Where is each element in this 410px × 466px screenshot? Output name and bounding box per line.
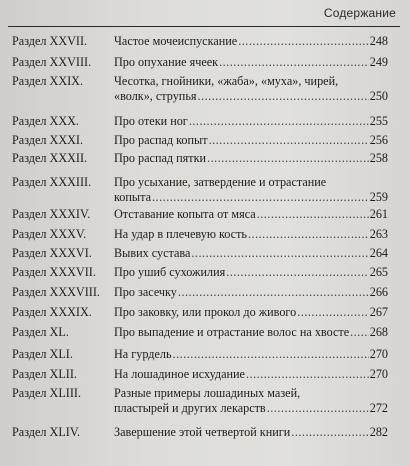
toc-entry-body xyxy=(114,265,388,280)
dot-leader xyxy=(173,347,369,362)
toc-entry-title: Частое мочеиспускание xyxy=(114,34,238,48)
running-head: Содержание xyxy=(323,6,396,20)
toc-title-line xyxy=(114,227,388,242)
toc-title-line xyxy=(114,55,388,70)
toc-entry-body xyxy=(114,386,388,416)
toc-section-number: Раздел XXIX. xyxy=(12,74,84,88)
toc-section-number: Раздел XXXIX. xyxy=(12,305,92,319)
toc-entry-title: Разные примеры лошадиных мазей, xyxy=(114,386,301,400)
toc-entry-title: Чесотка, гнойники, «жаба», «муха», чирей, xyxy=(114,74,339,88)
toc-entry-body xyxy=(114,55,388,70)
toc-title-line xyxy=(114,175,388,190)
toc-section-number: Раздел XXXIII. xyxy=(12,175,92,189)
toc-page-number: 261 xyxy=(369,207,388,221)
dot-leader xyxy=(257,207,369,222)
toc-page-number: 258 xyxy=(369,151,388,165)
toc-entry-body xyxy=(114,114,388,129)
toc-entry-title: Про усыхание, затвердение и отрастание xyxy=(114,175,327,189)
toc-section-number: Раздел XLII. xyxy=(12,367,77,381)
toc-page-number: 266 xyxy=(369,285,388,299)
toc-entry-title: Про распад пятки xyxy=(114,151,207,165)
toc-page-number: 249 xyxy=(369,55,388,69)
dot-leader xyxy=(238,34,369,49)
toc-entry-body xyxy=(114,305,388,320)
toc-title-line xyxy=(114,34,388,49)
toc-entry-title: На лошадиное исхудание xyxy=(114,367,245,381)
toc-entry-title: копыта xyxy=(114,190,151,204)
toc-entry-title: Завершение этой четвертой книги xyxy=(114,425,291,439)
toc-page-number: 248 xyxy=(369,34,388,48)
toc-page-number: 250 xyxy=(369,89,388,103)
toc-section-number: Раздел XXVII. xyxy=(12,34,88,48)
toc-entry-body xyxy=(114,347,388,362)
dot-leader xyxy=(350,325,369,340)
toc-page-number: 256 xyxy=(369,133,388,147)
toc-page-number: 282 xyxy=(369,425,388,439)
toc-section-number: Раздел XXXVI. xyxy=(12,246,92,260)
toc-page-number: 259 xyxy=(369,190,388,204)
toc-entry-title: Отставание копыта от мяса xyxy=(114,207,256,221)
toc-page-number: 264 xyxy=(369,246,388,260)
dot-leader xyxy=(267,401,369,416)
dot-leader xyxy=(246,367,369,382)
toc-section-number: Раздел XXXVIII. xyxy=(12,285,100,299)
toc-entry-body xyxy=(114,425,388,440)
toc-title-line xyxy=(114,151,388,166)
toc-entry-title: Про опухание ячеек xyxy=(114,55,219,69)
dot-leader xyxy=(248,227,369,242)
toc-entry-body xyxy=(114,74,388,104)
toc-section-number: Раздел XL. xyxy=(12,325,69,339)
toc-title-line xyxy=(114,74,388,89)
toc-section-number: Раздел XXX. xyxy=(12,114,79,128)
toc-title-line xyxy=(114,386,388,401)
toc-entry-body xyxy=(114,151,388,166)
header-rule xyxy=(8,26,400,27)
dot-leader xyxy=(189,114,369,129)
toc-entry-title: «волк», струпья xyxy=(114,89,197,103)
toc-entry-title: На гурдель xyxy=(114,347,172,361)
dot-leader xyxy=(152,190,369,205)
dot-leader xyxy=(297,305,369,320)
toc-title-line xyxy=(114,133,388,148)
toc-section-number: Раздел XXVIII. xyxy=(12,55,92,69)
toc-title-line xyxy=(114,207,388,222)
toc-section-number: Раздел XXXII. xyxy=(12,151,88,165)
toc-page-number: 263 xyxy=(369,227,388,241)
toc-page-number: 270 xyxy=(369,347,388,361)
toc-entry-title: пластырей и других лекарств xyxy=(114,401,266,415)
dot-leader xyxy=(291,425,368,440)
toc-page-number: 268 xyxy=(369,325,388,339)
toc-title-line xyxy=(114,246,388,261)
toc-entry-title: Про распад копыт xyxy=(114,133,208,147)
dot-leader xyxy=(209,133,369,148)
toc-section-number: Раздел XXXV. xyxy=(12,227,87,241)
toc-title-line xyxy=(114,425,388,440)
dot-leader xyxy=(191,246,368,261)
toc-entry-body xyxy=(114,207,388,222)
toc-title-line xyxy=(114,89,388,104)
toc-title-line xyxy=(114,305,388,320)
toc-page-number: 270 xyxy=(369,367,388,381)
dot-leader xyxy=(226,265,369,280)
toc-entry-body xyxy=(114,34,388,49)
toc-entry-title: Про засечку xyxy=(114,285,177,299)
toc-title-line xyxy=(114,325,388,340)
toc-entry-body xyxy=(114,133,388,148)
toc-title-line xyxy=(114,401,388,416)
dot-leader xyxy=(207,151,369,166)
toc-page-number: 265 xyxy=(369,265,388,279)
toc-entry-body xyxy=(114,367,388,382)
toc-entry-title: Вывих сустава xyxy=(114,246,191,260)
toc-section-number: Раздел XXXVII. xyxy=(12,265,96,279)
dot-leader xyxy=(178,285,369,300)
toc-page-number: 267 xyxy=(369,305,388,319)
toc-section-number: Раздел XXXIV. xyxy=(12,207,91,221)
toc-entry-title: Про ушиб сухожилия xyxy=(114,265,226,279)
toc-entry-body xyxy=(114,227,388,242)
toc-entry-body xyxy=(114,175,388,205)
toc-section-number: Раздел XLIII. xyxy=(12,386,81,400)
toc-section-number: Раздел XLI. xyxy=(12,347,73,361)
toc-title-line xyxy=(114,285,388,300)
toc-title-line xyxy=(114,347,388,362)
dot-leader xyxy=(219,55,369,70)
toc-entry-title: На удар в плечевую кость xyxy=(114,227,247,241)
toc-entry-title: Про выпадение и отрастание волос на хвосте xyxy=(114,325,350,339)
toc-entry-body xyxy=(114,325,388,340)
toc-title-line xyxy=(114,190,388,205)
toc-entry-body xyxy=(114,246,388,261)
toc-section-number: Раздел XLIV. xyxy=(12,425,81,439)
toc-page-number: 255 xyxy=(369,114,388,128)
toc-title-line xyxy=(114,114,388,129)
toc-entry-title: Про заковку, или прокол до живого xyxy=(114,305,297,319)
dot-leader xyxy=(198,89,369,104)
toc-entry-title: Про отеки ног xyxy=(114,114,188,128)
toc-entry-body xyxy=(114,285,388,300)
toc-title-line xyxy=(114,367,388,382)
toc-page-number: 272 xyxy=(369,401,388,415)
toc-title-line xyxy=(114,265,388,280)
toc-section-number: Раздел XXXI. xyxy=(12,133,84,147)
